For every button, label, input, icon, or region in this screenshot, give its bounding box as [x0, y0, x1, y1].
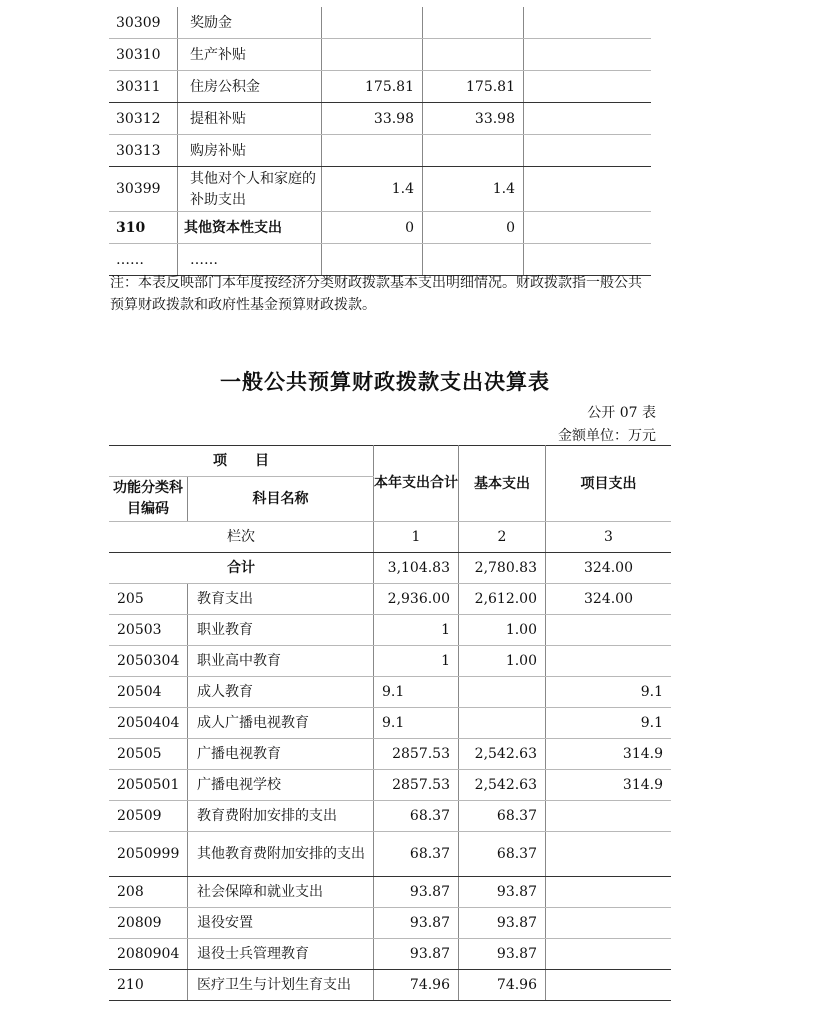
func-code-cell: 208 [109, 877, 188, 908]
table-row [109, 244, 651, 276]
table-row [109, 103, 651, 135]
econ-code-cell: 30309 [109, 7, 178, 39]
func-code-cell: 20504 [109, 677, 188, 708]
subject-name-cell: 广播电视教育 [188, 739, 374, 770]
table-row [109, 970, 671, 1001]
value-cell: 1 [374, 615, 459, 646]
econ-name-cell: 购房补贴 [178, 135, 322, 167]
value-cell [524, 212, 652, 244]
value-cell: 1.00 [459, 646, 546, 677]
table-note: 注：本表反映部门本年度按经济分类财政拨款基本支出明细情况。财政拨款指一般公共预算财政拨款和政府性基金预算财政拨款。 [110, 275, 642, 313]
econ-code-cell: 30313 [109, 135, 178, 167]
func-code-cell: 20505 [109, 739, 188, 770]
value-cell: 93.87 [459, 908, 546, 939]
table-row [109, 212, 651, 244]
econ-code-cell: 310 [109, 212, 178, 244]
func-code-cell: 2050999 [109, 832, 188, 877]
func-code-cell: 2080904 [109, 939, 188, 970]
value-cell: 2,612.00 [459, 584, 546, 615]
value-cell: 314.9 [546, 739, 672, 770]
econ-code-cell: 30312 [109, 103, 178, 135]
value-cell: 1.00 [459, 615, 546, 646]
header-project-exp: 项目支出 [546, 446, 672, 522]
value-cell: 0 [423, 212, 524, 244]
col-index: 2 [459, 522, 546, 553]
value-cell: 0 [322, 212, 423, 244]
basic-expenditure-detail-table [109, 7, 651, 276]
value-cell: 9.1 [546, 677, 672, 708]
func-code-cell: 205 [109, 584, 188, 615]
value-cell [546, 939, 672, 970]
subject-name-cell: 职业教育 [188, 615, 374, 646]
page-title: 一般公共预算财政拨款支出决算表 [220, 369, 550, 394]
table-row [109, 677, 671, 708]
econ-code-cell: …… [109, 244, 178, 276]
func-code-cell: 20503 [109, 615, 188, 646]
value-cell [322, 244, 423, 276]
func-code-cell: 20509 [109, 801, 188, 832]
func-code-cell: 210 [109, 970, 188, 1001]
table-row [109, 877, 671, 908]
func-code-cell: 20809 [109, 908, 188, 939]
value-cell: 68.37 [374, 832, 459, 877]
value-cell [546, 970, 672, 1001]
econ-code-cell: 30311 [109, 71, 178, 103]
value-cell: 2,542.63 [459, 739, 546, 770]
value-cell: 9.1 [546, 708, 672, 739]
value-cell: 93.87 [459, 877, 546, 908]
value-cell [459, 708, 546, 739]
value-cell [322, 7, 423, 39]
value-cell: 324.00 [546, 584, 672, 615]
subject-name-cell: 教育费附加安排的支出 [188, 801, 374, 832]
value-cell: 33.98 [322, 103, 423, 135]
econ-name-cell: …… [178, 244, 322, 276]
header-total: 本年支出合计 [374, 446, 459, 522]
value-cell: 2,936.00 [374, 584, 459, 615]
value-cell: 1.4 [322, 167, 423, 212]
value-cell: 93.87 [459, 939, 546, 970]
value-cell: 324.00 [546, 553, 672, 584]
table-row [109, 646, 671, 677]
table-row [109, 832, 671, 877]
value-cell [524, 167, 652, 212]
value-cell [546, 801, 672, 832]
value-cell [423, 7, 524, 39]
econ-name-cell: 生产补贴 [178, 39, 322, 71]
table-row [109, 615, 671, 646]
value-cell [546, 908, 672, 939]
value-cell: 314.9 [546, 770, 672, 801]
header-basic: 基本支出 [459, 446, 546, 522]
econ-name-cell: 其他资本性支出 [178, 212, 322, 244]
value-cell: 74.96 [374, 970, 459, 1001]
subject-name-cell: 成人教育 [188, 677, 374, 708]
value-cell: 74.96 [459, 970, 546, 1001]
value-cell [423, 39, 524, 71]
value-cell [322, 39, 423, 71]
func-code-cell: 2050404 [109, 708, 188, 739]
subject-name-cell: 教育支出 [188, 584, 374, 615]
table-row [109, 708, 671, 739]
table-row [109, 7, 651, 39]
subject-name-cell: 成人广播电视教育 [188, 708, 374, 739]
subject-name-cell: 退役安置 [188, 908, 374, 939]
func-code-cell: 2050501 [109, 770, 188, 801]
col-index: 1 [374, 522, 459, 553]
general-budget-expenditure-table [109, 445, 671, 1001]
table-row [109, 135, 651, 167]
econ-name-cell: 提租补贴 [178, 103, 322, 135]
col-index: 3 [546, 522, 672, 553]
header-row [109, 446, 671, 477]
value-cell: 1.4 [423, 167, 524, 212]
value-cell: 1 [374, 646, 459, 677]
value-cell [546, 646, 672, 677]
value-cell [459, 677, 546, 708]
subject-name-cell: 职业高中教育 [188, 646, 374, 677]
table-row [109, 39, 651, 71]
econ-name-cell: 其他对个人和家庭的补助支出 [178, 167, 322, 212]
table-row [109, 908, 671, 939]
value-cell: 175.81 [322, 71, 423, 103]
table-row [109, 167, 651, 212]
econ-name-cell: 住房公积金 [178, 71, 322, 103]
col-label: 栏次 [109, 522, 374, 553]
table-row [109, 584, 671, 615]
value-cell: 68.37 [459, 801, 546, 832]
econ-code-cell: 30310 [109, 39, 178, 71]
value-cell: 93.87 [374, 908, 459, 939]
value-cell: 2857.53 [374, 770, 459, 801]
total-row [109, 553, 671, 584]
value-cell: 2857.53 [374, 739, 459, 770]
value-cell [524, 7, 652, 39]
value-cell [423, 135, 524, 167]
value-cell: 3,104.83 [374, 553, 459, 584]
value-cell [423, 244, 524, 276]
amount-unit: 金额单位：万元 [558, 428, 656, 444]
func-code-cell: 2050304 [109, 646, 188, 677]
value-cell: 2,542.63 [459, 770, 546, 801]
value-cell [546, 832, 672, 877]
table-row [109, 801, 671, 832]
value-cell: 175.81 [423, 71, 524, 103]
econ-name-cell: 奖励金 [178, 7, 322, 39]
value-cell: 68.37 [459, 832, 546, 877]
value-cell [524, 135, 652, 167]
econ-code-cell: 30399 [109, 167, 178, 212]
value-cell: 2,780.83 [459, 553, 546, 584]
value-cell [322, 135, 423, 167]
value-cell [524, 103, 652, 135]
value-cell: 33.98 [423, 103, 524, 135]
subject-name-cell: 其他教育费附加安排的支出 [188, 832, 374, 877]
value-cell: 93.87 [374, 939, 459, 970]
table-row [109, 71, 651, 103]
value-cell [524, 244, 652, 276]
form-code: 公开 07 表 [587, 405, 656, 421]
subject-name-cell: 广播电视学校 [188, 770, 374, 801]
table-row [109, 939, 671, 970]
value-cell: 68.37 [374, 801, 459, 832]
table-row [109, 739, 671, 770]
value-cell [546, 615, 672, 646]
header-project: 项 目 [109, 446, 374, 477]
value-cell: 9.1 [374, 677, 459, 708]
value-cell [524, 39, 652, 71]
subject-name-cell: 退役士兵管理教育 [188, 939, 374, 970]
total-label: 合计 [109, 553, 374, 584]
subject-name-cell: 社会保障和就业支出 [188, 877, 374, 908]
table-row [109, 770, 671, 801]
value-cell [524, 71, 652, 103]
subject-name-cell: 医疗卫生与计划生育支出 [188, 970, 374, 1001]
value-cell [546, 877, 672, 908]
value-cell: 93.87 [374, 877, 459, 908]
value-cell: 9.1 [374, 708, 459, 739]
column-index-row [109, 522, 671, 553]
header-func-code: 功能分类科目编码 [109, 477, 188, 522]
header-subject-name: 科目名称 [188, 477, 374, 522]
